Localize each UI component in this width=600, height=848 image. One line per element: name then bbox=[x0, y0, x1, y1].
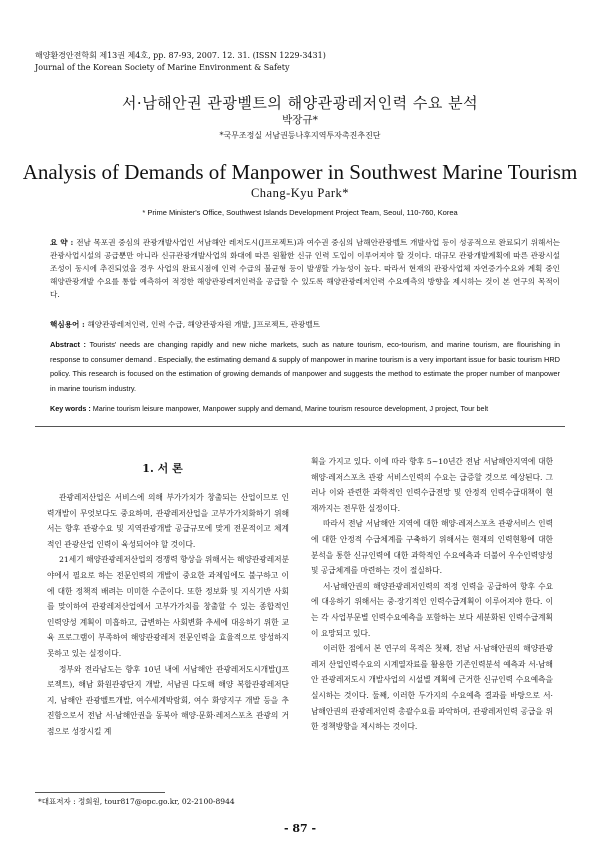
english-keywords bbox=[50, 402, 590, 417]
korean-title: 서·남해안권 관광벨트의 해양관광레저인력 수요 분석 bbox=[121, 94, 479, 112]
korean-author: 박장규* bbox=[282, 114, 318, 126]
keywords-text: 해양관광레저인력, 인력 수급, 해양관광자원 개발, J프로젝트, 관광벨트 bbox=[87, 320, 321, 329]
journal-citation: 해양환경안전학회 제13권 제4호, pp. 87-93, 2007. 12. 31. (ISSN 1229-3431) bbox=[35, 51, 326, 60]
footnote-divider bbox=[35, 792, 165, 793]
english-keywords-text: Marine tourism leisure manpower, Manpower supply and demand, Marine tourism resource development, J project, Tour belt bbox=[92, 404, 489, 413]
english-title: Analysis of Demands of Manpower in Southwest Marine Tourism bbox=[22, 160, 578, 184]
page-number: - 87 - bbox=[283, 822, 317, 835]
english-abstract bbox=[50, 338, 560, 396]
english-keywords-label: Key words : bbox=[50, 404, 93, 413]
english-author: Chang-Kyu Park* bbox=[250, 186, 350, 200]
paragraph: 따라서 전남 서남해안 지역에 대한 해양·레저스포츠 관광서비스 인력에 대한 안정적 수급체계를 구축하기 위해서는 현재의 인력현황에 대한 분석을 통한 신규인력에 대한 과학적인 수요예측과 더불어 우수인력양성 및 공급체계를 마련하는 것이 절실하다. bbox=[311, 519, 553, 576]
paragraph: 21세기 해양관광레저산업의 경쟁력 향상을 위해서는 해양관광레저분야에서 필요로 하는 전문인력의 개발이 중요한 과제임에도 불구하고 이에 대한 정책적 배려는 미미한 수준이다. 또한 정보화 및 지식기반 사회를 맞이하여 관광레저산업에서 고부가가치를 창출할 수 있는 종합적인 인력양성 계획이 미흡하고, 급변하는 사회변화 추세에 대응하기 위한 교육 프로그램이 부족하여 해양관광레저 전문인력을 효율적으로 양성하지 못하고 있는 실정이다. bbox=[47, 555, 289, 658]
paragraph: 이러한 점에서 본 연구의 목적은 첫째, 전남 서·남해안권의 해양관광레저 산업인력수요의 시계열자료를 활용한 기존인력분석 예측과 서·남해안 관광레저도시 개발사업의 시설별 계획에 근거한 신규인력 수요예측을 실시하는 것이다. 둘째, 이러한 두가지의 수요예측 결과를 바탕으로 서·남해안권의 관광레저인력 총괄수요를 파악하며, 관광레저인력 공급을 위한 정책방향을 제시하는 것이다. bbox=[311, 644, 553, 732]
paragraph: 서·남해안권의 해양관광레저인력의 적정 인력을 공급하여 향후 수요에 대응하기 위해서는 중·장기적인 인력수급계획이 이루어져야 한다. 이는 각 사업부문별 인력수요예측을 포함하는 보다 세분화된 인력수급계획이 요망되고 있다. bbox=[311, 581, 553, 638]
korean-affiliation: *국무조정실 서남권등나후지역투자촉진추진단 bbox=[219, 131, 381, 140]
english-abstract-label: Abstract : bbox=[50, 340, 90, 349]
paragraph: 관광레저산업은 서비스에 의해 부가가치가 창출되는 산업이므로 인력개발이 무엇보다도 중요하며, 관광레저산업을 고부가가치화하기 위해서는 향후 관광수요 및 지역관광개발 공급규모에 맞게 전문적이고 체계적인 관광산업 인력이 육성되어야 할 것이다. bbox=[47, 493, 289, 549]
abstract-text: 전남 목포권 중심의 관광개발사업인 서남해안 레저도시(J프로젝트)과 여수권 중심의 남해안관광벨트 개발사업 등이 성공적으로 완료되기 위해서는 관광사업시설의 공급뿐만 아니라 신규관광개발사업의 화대에 따른 원활한 신규 인력 도입이 이루어져야 할 것이다. 대규모 관광개발계획에 따른 관광시설 조성이 동시에 추진되었을 경우 사업의 완료시점에 인력 수급의 불균형 등이 발생할 가능성이 높다. 따라서 현재의 관광사업체 자연증가수요와 계획 중인 해양관광개발 수요를 통합 예측하여 적정한 해양관광레저인력을 공급할 수 있도록 해양관광레저인력 수요예측의 방향을 제시하는 것이 본 연구의 목적이다. bbox=[50, 238, 561, 299]
korean-abstract bbox=[50, 236, 560, 301]
abstract-label: 요 약 : bbox=[50, 238, 77, 247]
header-divider bbox=[35, 426, 565, 427]
left-column bbox=[47, 490, 289, 740]
journal-name: Journal of the Korean Society of Marine Environment & Safety bbox=[35, 63, 290, 72]
korean-keywords bbox=[50, 318, 560, 331]
section-heading: 1. 서 론 bbox=[142, 462, 183, 475]
paragraph: 획을 가지고 있다. 이에 따라 향후 5~10년간 전남 서남해안지역에 대한 해양·레저스포츠 관광 서비스인력의 수요는 급증할 것으로 예상된다. 그러나 이와 관련한 과학적인 인력수급전망 및 안정적 인력수급대책이 현재까지는 전무한 실정이다. bbox=[311, 457, 553, 513]
right-column bbox=[311, 454, 553, 735]
footnote: *대표저자 : 정회원, tour817@opc.go.kr, 02-2100-8944 bbox=[38, 797, 235, 806]
english-affiliation: * Prime Minister's Office, Southwest Islands Development Project Team, Seoul, 110-760, Korea bbox=[142, 208, 458, 217]
paragraph: 정부와 전라남도는 향후 10년 내에 서남해안 관광레저도시개발(J프로젝트), 해남 화원관광단지 개발, 서남권 다도해 해양 복합관광레저단지, 남해안 관광벨트개발, 여수세계박람회, 여수 화양지구 개발 등을 추진함으로서 전남 서·남해안권을 동북아 해양·문화·레저스포츠 관광의 거점으로 성장시킬 계 bbox=[47, 664, 289, 736]
keywords-label: 핵심용어 : bbox=[50, 320, 88, 329]
english-abstract-text: Tourists' needs are changing rapidly and new niche markets, such as nature tourism, eco-tourism, and marine tourism, are flourishing in response to consumer demand . Especially, the estimating demand & supply of manpower in marine tourism is a very important issue for basic tourism HRD policy. This research is focused on the estimation of growing demands of manpower and suggests the method to estimate the proper number of manpower in marine tourism industry. bbox=[50, 340, 560, 393]
